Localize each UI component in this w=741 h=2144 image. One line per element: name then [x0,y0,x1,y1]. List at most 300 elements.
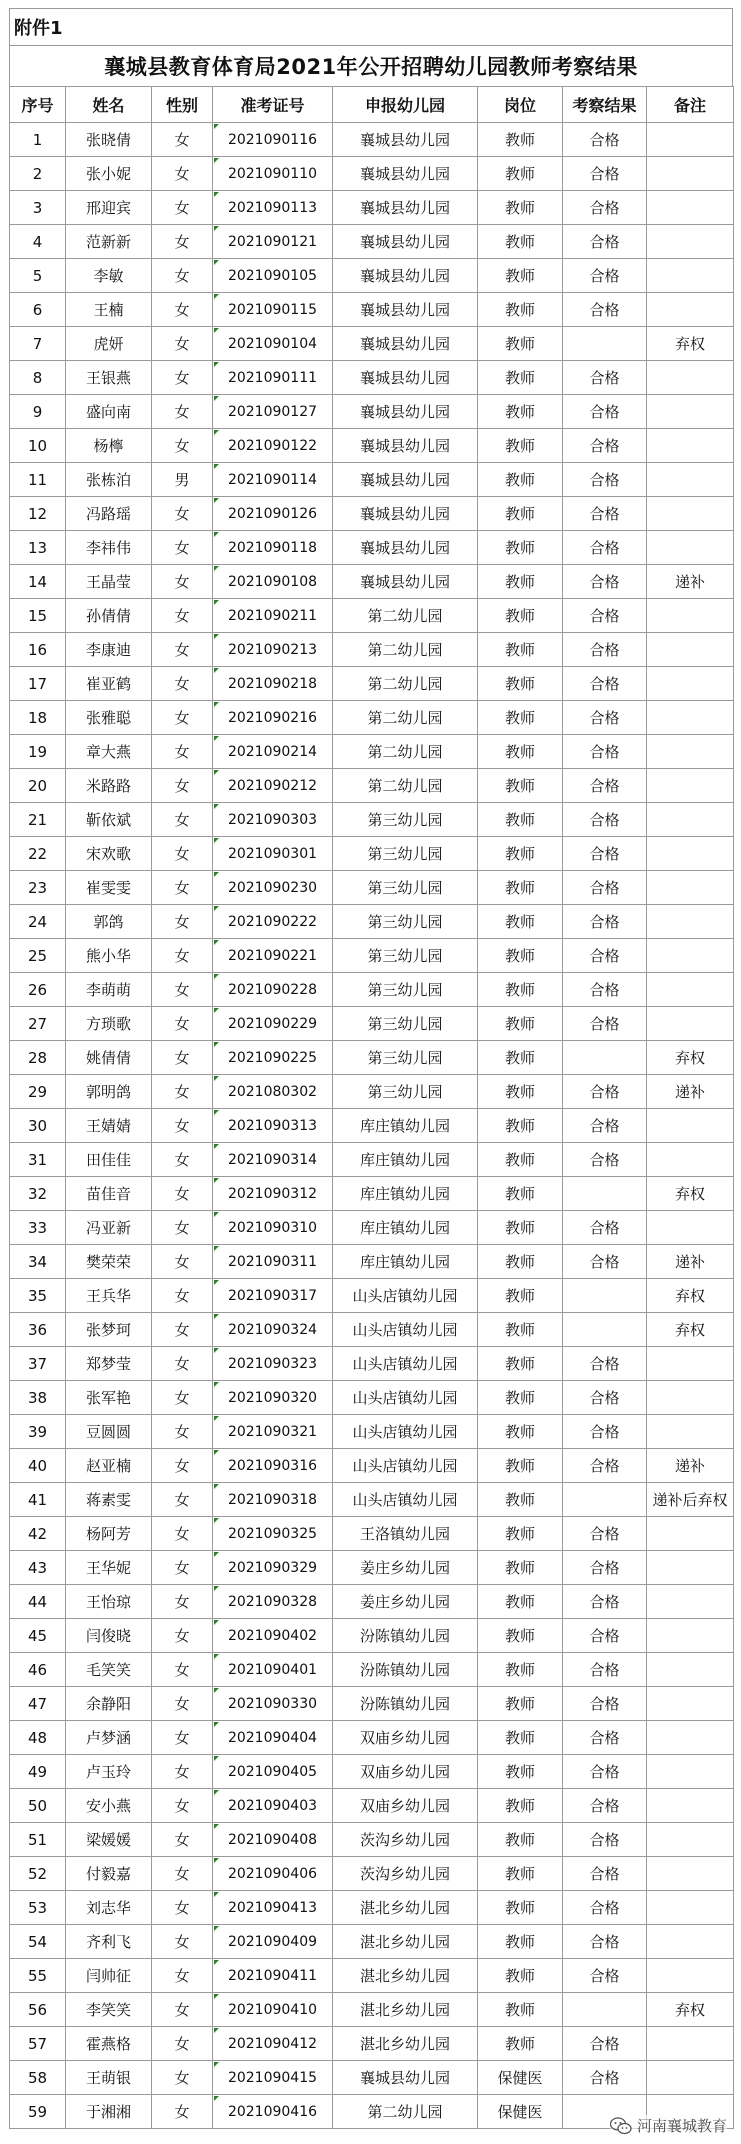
cell-exam-id [213,1687,333,1721]
cell-name: 李祎伟 [66,531,152,565]
cell-marker-icon [214,974,219,979]
cell-gender: 女 [152,1381,213,1415]
cell-index: 56 [10,1993,66,2027]
cell-position: 教师 [478,1517,563,1551]
cell-exam-id-text: 2021090214 [227,743,318,760]
cell-kindergarten: 库庄镇幼儿园 [333,1109,478,1143]
cell-note [647,1517,734,1551]
cell-index: 28 [10,1041,66,1075]
cell-exam-id-text: 2021090404 [227,1729,318,1746]
cell-gender: 女 [152,2061,213,2095]
cell-exam-id-text: 2021090406 [227,1865,318,1882]
cell-exam-id [213,1891,333,1925]
cell-exam-id [213,1313,333,1347]
cell-exam-id [213,2095,333,2129]
cell-kindergarten: 襄城县幼儿园 [333,463,478,497]
cell-result: 合格 [563,259,647,293]
cell-marker-icon [214,328,219,333]
cell-gender: 女 [152,1483,213,1517]
cell-name: 豆圆圆 [66,1415,152,1449]
cell-note [647,429,734,463]
cell-name: 蒋素雯 [66,1483,152,1517]
cell-position: 教师 [478,1993,563,2027]
cell-name: 张梦珂 [66,1313,152,1347]
cell-result: 合格 [563,429,647,463]
cell-exam-id-text: 2021090316 [227,1457,318,1474]
cell-kindergarten: 襄城县幼儿园 [333,123,478,157]
cell-name: 孙倩倩 [66,599,152,633]
cell-gender: 女 [152,1449,213,1483]
cell-exam-id-text: 2021090104 [227,335,318,352]
table-row [10,395,734,429]
cell-result: 合格 [563,1619,647,1653]
cell-kindergarten: 第三幼儿园 [333,973,478,1007]
cell-kindergarten: 山头店镇幼儿园 [333,1449,478,1483]
cell-gender: 女 [152,1517,213,1551]
cell-result: 合格 [563,1925,647,1959]
cell-note [647,259,734,293]
cell-result: 合格 [563,1517,647,1551]
cell-result: 合格 [563,769,647,803]
cell-kindergarten: 汾陈镇幼儿园 [333,1619,478,1653]
cell-exam-id [213,1109,333,1143]
cell-exam-id-text: 2021090113 [227,199,318,216]
cell-marker-icon [214,192,219,197]
cell-position: 教师 [478,871,563,905]
cell-marker-icon [214,1790,219,1795]
cell-name: 熊小华 [66,939,152,973]
cell-note [647,1143,734,1177]
table-row [10,769,734,803]
cell-note: 递补 [647,1075,734,1109]
cell-exam-id [213,1075,333,1109]
cell-exam-id [213,395,333,429]
cell-exam-id-text: 2021090312 [227,1185,318,1202]
cell-exam-id-text: 2021090412 [227,2035,318,2052]
cell-gender: 女 [152,395,213,429]
cell-gender: 女 [152,1279,213,1313]
cell-exam-id-text: 2021090409 [227,1933,318,1950]
cell-name: 王怡琼 [66,1585,152,1619]
cell-result: 合格 [563,1823,647,1857]
cell-exam-id [213,259,333,293]
cell-exam-id [213,599,333,633]
cell-kindergarten: 第二幼儿园 [333,769,478,803]
cell-note [647,1823,734,1857]
table-row [10,701,734,735]
cell-note [647,905,734,939]
cell-kindergarten: 姜庄乡幼儿园 [333,1585,478,1619]
cell-exam-id [213,1925,333,1959]
cell-kindergarten: 襄城县幼儿园 [333,361,478,395]
cell-kindergarten: 第三幼儿园 [333,871,478,905]
cell-marker-icon [214,600,219,605]
col-header-note: 备注 [647,87,734,123]
col-header-gender: 性别 [152,87,213,123]
cell-gender: 女 [152,735,213,769]
cell-result: 合格 [563,871,647,905]
cell-index: 44 [10,1585,66,1619]
cell-position: 教师 [478,1415,563,1449]
cell-gender: 女 [152,1551,213,1585]
cell-note: 递补 [647,1449,734,1483]
cell-note [647,1891,734,1925]
cell-name: 卢梦涵 [66,1721,152,1755]
cell-gender: 女 [152,1007,213,1041]
table-row [10,157,734,191]
cell-result: 合格 [563,973,647,1007]
cell-gender: 女 [152,2027,213,2061]
cell-name: 冯路瑶 [66,497,152,531]
cell-name: 闫帅征 [66,1959,152,1993]
cell-result: 合格 [563,633,647,667]
cell-exam-id [213,1823,333,1857]
table-row [10,2061,734,2095]
cell-index: 22 [10,837,66,871]
cell-index: 5 [10,259,66,293]
cell-name: 靳依斌 [66,803,152,837]
cell-note [647,1415,734,1449]
table-row [10,871,734,905]
cell-index: 59 [10,2095,66,2129]
cell-result: 合格 [563,157,647,191]
table-row [10,1551,734,1585]
cell-exam-id [213,191,333,225]
cell-result: 合格 [563,1381,647,1415]
table-row [10,1313,734,1347]
cell-result: 合格 [563,667,647,701]
table-row [10,633,734,667]
cell-exam-id [213,1483,333,1517]
cell-marker-icon [214,396,219,401]
cell-exam-id [213,1245,333,1279]
cell-note [647,701,734,735]
col-header-name: 姓名 [66,87,152,123]
cell-note: 弃权 [647,1041,734,1075]
cell-gender: 女 [152,191,213,225]
cell-index: 24 [10,905,66,939]
cell-exam-id [213,157,333,191]
cell-name: 霍燕格 [66,2027,152,2061]
cell-position: 教师 [478,1551,563,1585]
cell-kindergarten: 湛北乡幼儿园 [333,1891,478,1925]
cell-index: 27 [10,1007,66,1041]
cell-index: 38 [10,1381,66,1415]
cell-result: 合格 [563,293,647,327]
cell-exam-id [213,2027,333,2061]
cell-position: 教师 [478,905,563,939]
cell-marker-icon [214,464,219,469]
cell-name: 张晓倩 [66,123,152,157]
table-row [10,327,734,361]
table-row [10,531,734,565]
cell-position: 教师 [478,1313,563,1347]
cell-position: 教师 [478,1041,563,1075]
table-row [10,1653,734,1687]
cell-name: 张小妮 [66,157,152,191]
cell-result [563,1279,647,1313]
cell-index: 31 [10,1143,66,1177]
cell-gender: 女 [152,1211,213,1245]
table-row [10,293,734,327]
attachment-label: 附件1 [9,8,733,45]
table-row [10,1687,734,1721]
cell-index: 55 [10,1959,66,1993]
cell-note [647,1925,734,1959]
cell-index: 42 [10,1517,66,1551]
cell-kindergarten: 第三幼儿园 [333,905,478,939]
cell-kindergarten: 第二幼儿园 [333,735,478,769]
cell-gender: 女 [152,701,213,735]
cell-name: 安小燕 [66,1789,152,1823]
cell-exam-id-text: 2021090118 [227,539,318,556]
cell-gender: 女 [152,1075,213,1109]
cell-gender: 女 [152,905,213,939]
cell-exam-id-text: 2021090213 [227,641,318,658]
col-header-result: 考察结果 [563,87,647,123]
cell-note: 弃权 [647,1993,734,2027]
table-row [10,1381,734,1415]
cell-gender: 女 [152,1755,213,1789]
cell-note: 递补 [647,565,734,599]
cell-marker-icon [214,362,219,367]
cell-name: 苗佳音 [66,1177,152,1211]
cell-index: 30 [10,1109,66,1143]
cell-note [647,1211,734,1245]
cell-kindergarten: 第三幼儿园 [333,939,478,973]
cell-gender: 女 [152,1687,213,1721]
cell-position: 教师 [478,1585,563,1619]
cell-exam-id [213,1415,333,1449]
cell-name: 郑梦莹 [66,1347,152,1381]
cell-kindergarten: 襄城县幼儿园 [333,429,478,463]
cell-exam-id [213,1959,333,1993]
cell-result: 合格 [563,1109,647,1143]
cell-position: 教师 [478,1483,563,1517]
cell-gender: 女 [152,939,213,973]
cell-exam-id [213,769,333,803]
cell-kindergarten: 库庄镇幼儿园 [333,1177,478,1211]
cell-position: 教师 [478,633,563,667]
cell-gender: 女 [152,1619,213,1653]
cell-exam-id-text: 2021090110 [227,165,318,182]
cell-exam-id [213,1585,333,1619]
cell-gender: 女 [152,531,213,565]
cell-name: 王华妮 [66,1551,152,1585]
table-row [10,1789,734,1823]
cell-position: 教师 [478,1619,563,1653]
cell-gender: 女 [152,123,213,157]
cell-note [647,1857,734,1891]
cell-result: 合格 [563,1143,647,1177]
cell-kindergarten: 双庙乡幼儿园 [333,1755,478,1789]
cell-exam-id-text: 2021090221 [227,947,318,964]
cell-index: 52 [10,1857,66,1891]
cell-position: 教师 [478,1687,563,1721]
cell-exam-id-text: 2021090216 [227,709,318,726]
cell-gender: 女 [152,1721,213,1755]
table-row [10,1483,734,1517]
table-row [10,1041,734,1075]
cell-name: 闫俊晓 [66,1619,152,1653]
cell-position: 保健医 [478,2061,563,2095]
cell-gender: 女 [152,667,213,701]
cell-exam-id [213,633,333,667]
cell-result: 合格 [563,463,647,497]
cell-kindergarten: 襄城县幼儿园 [333,2061,478,2095]
cell-exam-id [213,1789,333,1823]
cell-result: 合格 [563,1721,647,1755]
cell-result: 合格 [563,905,647,939]
cell-marker-icon [214,702,219,707]
cell-gender: 男 [152,463,213,497]
cell-exam-id-text: 2021090105 [227,267,318,284]
cell-marker-icon [214,1620,219,1625]
cell-result [563,1993,647,2027]
cell-note [647,293,734,327]
cell-kindergarten: 襄城县幼儿园 [333,497,478,531]
cell-note [647,1959,734,1993]
cell-index: 9 [10,395,66,429]
cell-kindergarten: 第三幼儿园 [333,1041,478,1075]
cell-result: 合格 [563,1857,647,1891]
col-header-kindergarten: 申报幼儿园 [333,87,478,123]
cell-index: 3 [10,191,66,225]
cell-index: 43 [10,1551,66,1585]
cell-gender: 女 [152,1041,213,1075]
cell-position: 教师 [478,293,563,327]
table-row [10,497,734,531]
cell-exam-id [213,463,333,497]
cell-position: 教师 [478,769,563,803]
cell-result [563,1177,647,1211]
cell-position: 教师 [478,1857,563,1891]
table-row [10,1925,734,1959]
cell-gender: 女 [152,157,213,191]
cell-exam-id [213,1653,333,1687]
cell-name: 李敏 [66,259,152,293]
cell-exam-id [213,1517,333,1551]
cell-index: 54 [10,1925,66,1959]
cell-note [647,599,734,633]
cell-kindergarten: 襄城县幼儿园 [333,395,478,429]
cell-position: 教师 [478,667,563,701]
cell-gender: 女 [152,565,213,599]
cell-index: 10 [10,429,66,463]
cell-index: 48 [10,1721,66,1755]
cell-kindergarten: 湛北乡幼儿园 [333,1959,478,1993]
cell-index: 4 [10,225,66,259]
cell-exam-id-text: 2021090403 [227,1797,318,1814]
cell-exam-id [213,939,333,973]
cell-gender: 女 [152,1857,213,1891]
cell-index: 13 [10,531,66,565]
cell-exam-id [213,1041,333,1075]
cell-note [647,157,734,191]
cell-name: 王楠 [66,293,152,327]
cell-position: 教师 [478,1721,563,1755]
cell-marker-icon [214,906,219,911]
cell-gender: 女 [152,225,213,259]
cell-name: 毛笑笑 [66,1653,152,1687]
cell-exam-id-text: 2021090115 [227,301,318,318]
cell-kindergarten: 第二幼儿园 [333,2095,478,2129]
cell-index: 23 [10,871,66,905]
cell-exam-id-text: 2021090408 [227,1831,318,1848]
cell-exam-id [213,905,333,939]
cell-index: 26 [10,973,66,1007]
cell-name: 方琐歌 [66,1007,152,1041]
cell-gender: 女 [152,1925,213,1959]
cell-exam-id-text: 2021090401 [227,1661,318,1678]
cell-marker-icon [214,1110,219,1115]
cell-name: 米路路 [66,769,152,803]
cell-result: 合格 [563,395,647,429]
cell-exam-id-text: 2021090303 [227,811,318,828]
cell-exam-id-text: 2021090313 [227,1117,318,1134]
cell-note [647,361,734,395]
cell-exam-id-text: 2021090320 [227,1389,318,1406]
cell-gender: 女 [152,769,213,803]
cell-position: 教师 [478,973,563,1007]
cell-exam-id-text: 2021090318 [227,1491,318,1508]
cell-exam-id-text: 2021090402 [227,1627,318,1644]
cell-index: 14 [10,565,66,599]
cell-result: 合格 [563,1075,647,1109]
cell-kindergarten: 第二幼儿园 [333,667,478,701]
cell-exam-id-text: 2021090411 [227,1967,318,1984]
table-row [10,1721,734,1755]
table-row [10,1177,734,1211]
cell-index: 37 [10,1347,66,1381]
cell-index: 32 [10,1177,66,1211]
cell-name: 李笑笑 [66,1993,152,2027]
table-row [10,225,734,259]
cell-index: 40 [10,1449,66,1483]
cell-note [647,735,734,769]
cell-exam-id [213,1177,333,1211]
cell-position: 保健医 [478,2095,563,2129]
cell-kindergarten: 襄城县幼儿园 [333,565,478,599]
table-row [10,361,734,395]
cell-name: 张栋泊 [66,463,152,497]
cell-marker-icon [214,1688,219,1693]
cell-result: 合格 [563,1585,647,1619]
table-row [10,803,734,837]
cell-position: 教师 [478,395,563,429]
cell-index: 39 [10,1415,66,1449]
page-title: 襄城县教育体育局2021年公开招聘幼儿园教师考察结果 [9,45,733,86]
cell-marker-icon [214,1416,219,1421]
watermark-text: 河南襄城教育 [636,2117,727,2135]
cell-index: 7 [10,327,66,361]
cell-marker-icon [214,1144,219,1149]
cell-name: 王银燕 [66,361,152,395]
cell-exam-id-text: 2021090314 [227,1151,318,1168]
cell-result: 合格 [563,225,647,259]
cell-index: 8 [10,361,66,395]
cell-marker-icon [214,1654,219,1659]
cell-note: 弃权 [647,1313,734,1347]
table-row [10,1211,734,1245]
cell-index: 51 [10,1823,66,1857]
cell-gender: 女 [152,1347,213,1381]
cell-note [647,973,734,1007]
cell-exam-id-text: 2021090324 [227,1321,318,1338]
cell-kindergarten: 山头店镇幼儿园 [333,1415,478,1449]
cell-note [647,531,734,565]
cell-marker-icon [214,1756,219,1761]
